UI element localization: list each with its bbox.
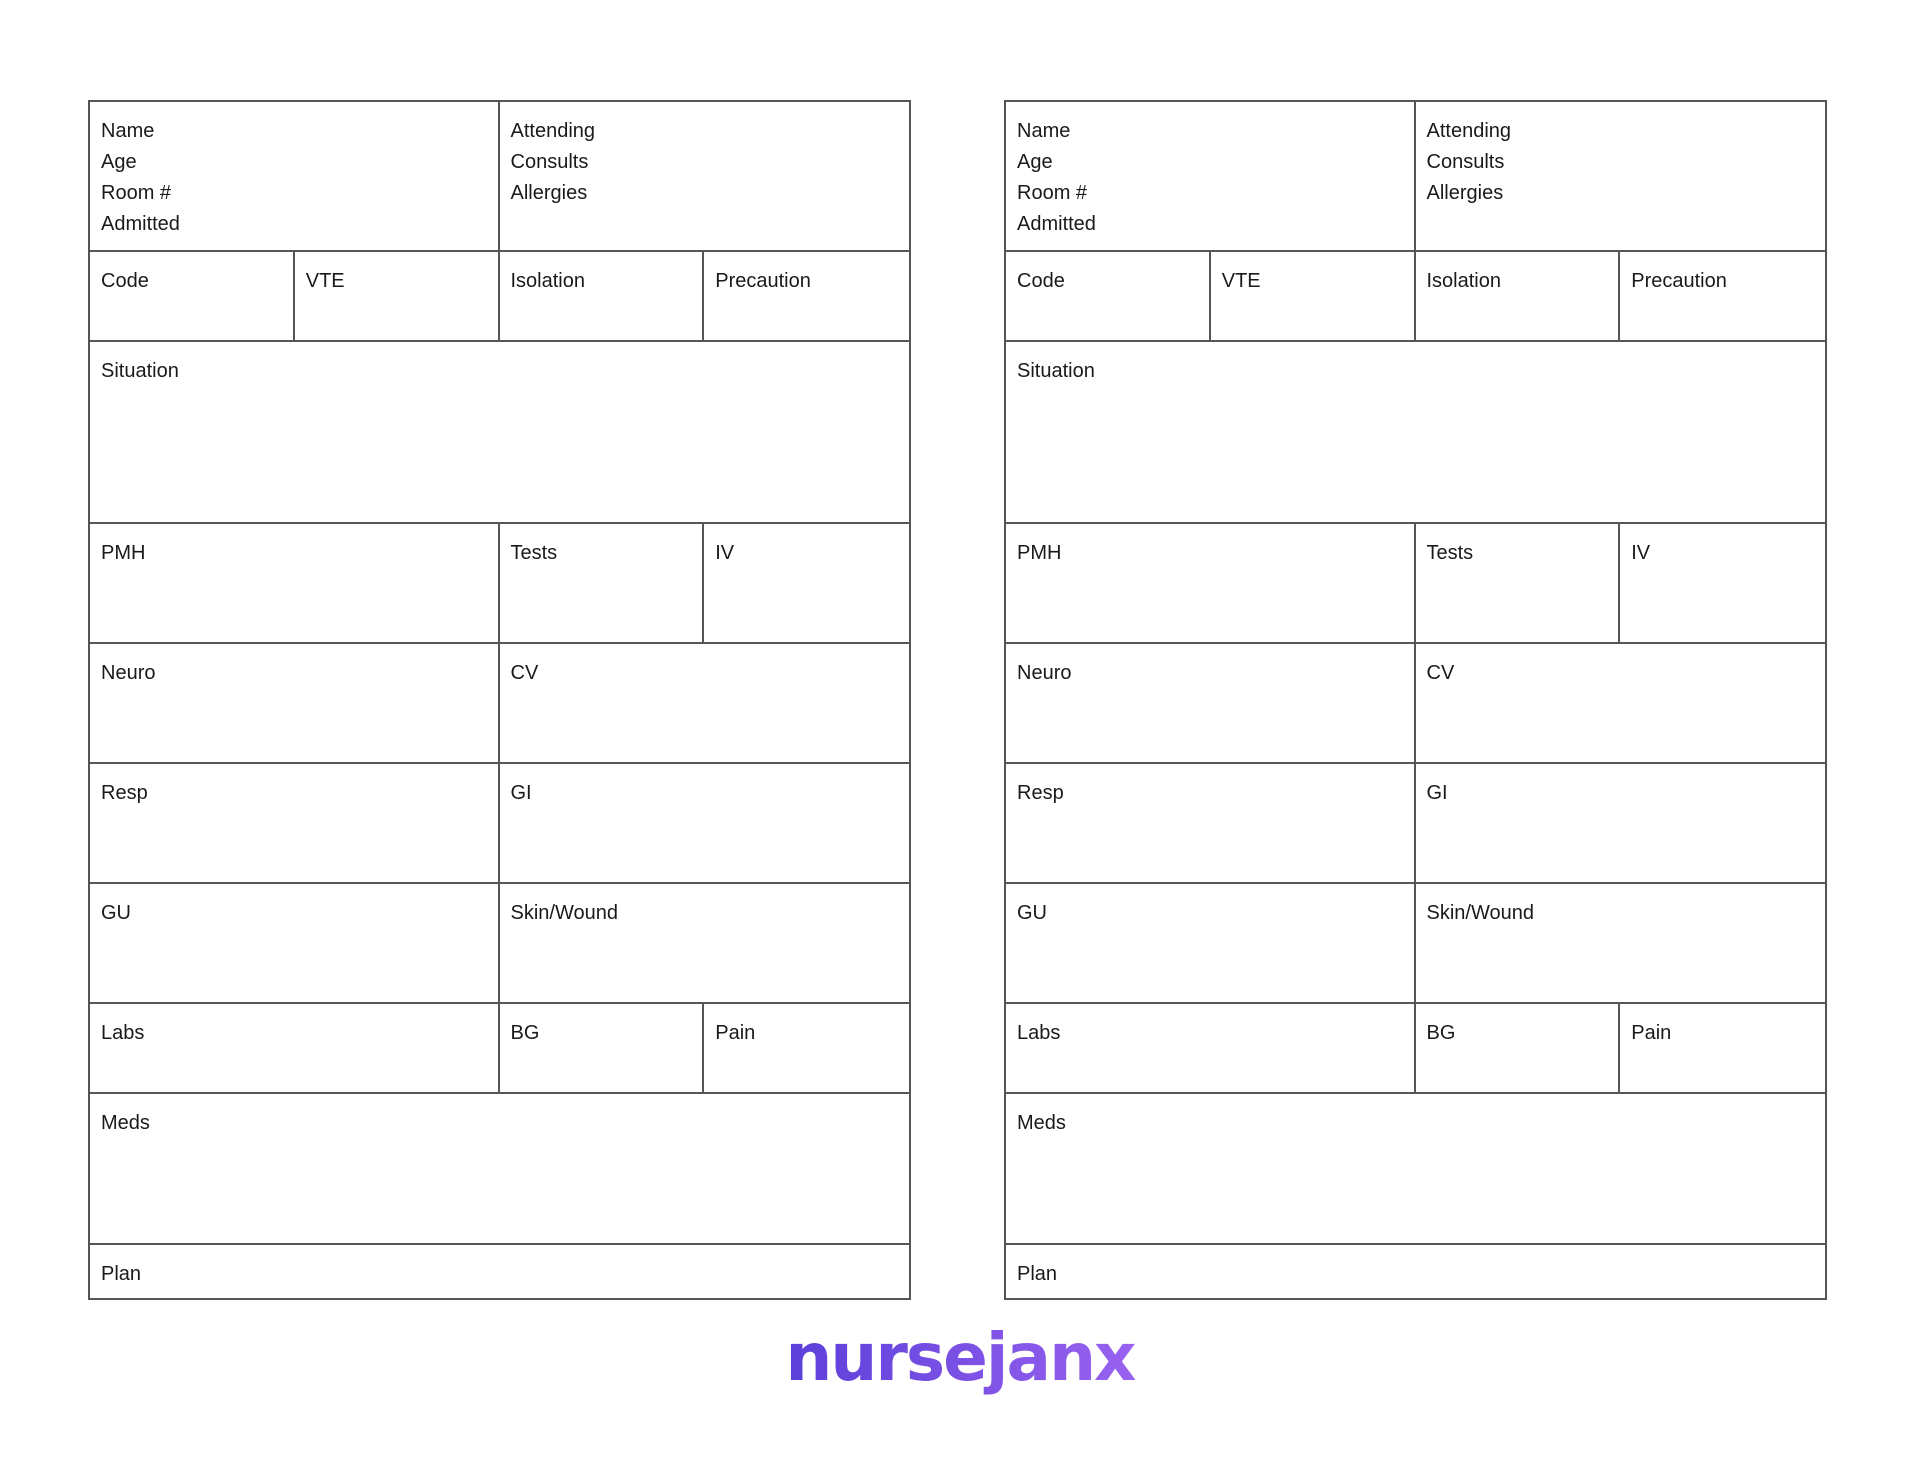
- pmh-label: PMH: [101, 542, 146, 564]
- neuro-cv-row: [90, 644, 909, 764]
- labs-label: Labs: [101, 1022, 145, 1044]
- bg-label: BG: [1426, 1022, 1456, 1044]
- resp-cell[interactable]: [90, 764, 500, 882]
- gu-skin-row: [90, 884, 909, 1004]
- resp-gi-row: [90, 764, 909, 884]
- isolation-label: Isolation: [1426, 270, 1501, 292]
- vte-cell[interactable]: [295, 252, 500, 340]
- tests-label: Tests: [510, 542, 558, 564]
- gu-cell[interactable]: [1006, 884, 1416, 1002]
- precaution-cell[interactable]: [704, 252, 909, 340]
- code-label: Code: [1017, 270, 1065, 292]
- consults-label: Consults: [510, 151, 589, 173]
- status-row: [1006, 252, 1825, 342]
- care-team-cell[interactable]: [500, 102, 910, 250]
- labs-cell[interactable]: [90, 1004, 500, 1092]
- pain-cell[interactable]: [1620, 1004, 1825, 1092]
- vte-label: VTE: [305, 270, 345, 292]
- pain-cell[interactable]: [704, 1004, 909, 1092]
- age-label: Age: [1017, 151, 1053, 173]
- plan-row: [1006, 1245, 1825, 1298]
- labs-row: [1006, 1004, 1825, 1094]
- situation-label: Situation: [1017, 360, 1095, 382]
- admitted-label: Admitted: [1017, 213, 1096, 235]
- code-cell[interactable]: [90, 252, 295, 340]
- age-label: Age: [101, 151, 137, 173]
- tests-cell[interactable]: [500, 524, 705, 642]
- code-cell[interactable]: [1006, 252, 1211, 340]
- room-label: Room #: [101, 182, 172, 204]
- skin-wound-cell[interactable]: [500, 884, 910, 1002]
- meds-row: [90, 1094, 909, 1245]
- gi-label: GI: [1426, 782, 1448, 804]
- meds-label: Meds: [1017, 1112, 1066, 1134]
- gu-label: GU: [101, 902, 131, 924]
- vte-cell[interactable]: [1211, 252, 1416, 340]
- pain-label: Pain: [1631, 1022, 1672, 1044]
- plan-cell[interactable]: [90, 1245, 909, 1298]
- plan-cell[interactable]: [1006, 1245, 1825, 1298]
- code-label: Code: [101, 270, 149, 292]
- isolation-cell[interactable]: [500, 252, 705, 340]
- isolation-label: Isolation: [510, 270, 585, 292]
- meds-label: Meds: [101, 1112, 150, 1134]
- precaution-label: Precaution: [715, 270, 811, 292]
- pmh-cell[interactable]: [90, 524, 500, 642]
- brand-logo-text: nursejanx: [785, 1319, 1135, 1396]
- brand-logo: [0, 1318, 1920, 1398]
- bg-cell[interactable]: [1416, 1004, 1621, 1092]
- meds-row: [1006, 1094, 1825, 1245]
- report-sheet-left: [88, 100, 911, 1300]
- pain-label: Pain: [715, 1022, 756, 1044]
- neuro-cell[interactable]: [1006, 644, 1416, 762]
- bg-label: BG: [510, 1022, 540, 1044]
- situation-label: Situation: [101, 360, 179, 382]
- resp-label: Resp: [1017, 782, 1064, 804]
- gu-cell[interactable]: [90, 884, 500, 1002]
- bg-cell[interactable]: [500, 1004, 705, 1092]
- plan-row: [90, 1245, 909, 1298]
- pmh-label: PMH: [1017, 542, 1062, 564]
- situation-cell[interactable]: [90, 342, 909, 522]
- neuro-label: Neuro: [1017, 662, 1072, 684]
- gu-label: GU: [1017, 902, 1047, 924]
- room-label: Room #: [1017, 182, 1088, 204]
- patient-info-row: [90, 102, 909, 252]
- history-row: [1006, 524, 1825, 644]
- tests-label: Tests: [1426, 542, 1474, 564]
- gu-skin-row: [1006, 884, 1825, 1004]
- cv-label: CV: [1426, 662, 1455, 684]
- cv-label: CV: [510, 662, 539, 684]
- pmh-cell[interactable]: [1006, 524, 1416, 642]
- cv-cell[interactable]: [500, 644, 910, 762]
- allergies-label: Allergies: [1426, 182, 1504, 204]
- plan-label: Plan: [101, 1263, 142, 1285]
- allergies-label: Allergies: [510, 182, 588, 204]
- meds-cell[interactable]: [1006, 1094, 1825, 1243]
- skin-wound-cell[interactable]: [1416, 884, 1826, 1002]
- resp-label: Resp: [101, 782, 148, 804]
- situation-row: [1006, 342, 1825, 524]
- meds-cell[interactable]: [90, 1094, 909, 1243]
- situation-cell[interactable]: [1006, 342, 1825, 522]
- labs-row: [90, 1004, 909, 1094]
- isolation-cell[interactable]: [1416, 252, 1621, 340]
- patient-identity-cell[interactable]: [1006, 102, 1416, 250]
- precaution-label: Precaution: [1631, 270, 1727, 292]
- attending-label: Attending: [1426, 120, 1512, 142]
- iv-label: IV: [1631, 542, 1651, 564]
- vte-label: VTE: [1221, 270, 1261, 292]
- gi-label: GI: [510, 782, 532, 804]
- admitted-label: Admitted: [101, 213, 180, 235]
- status-row: [90, 252, 909, 342]
- skin-wound-label: Skin/Wound: [1426, 902, 1534, 924]
- labs-label: Labs: [1017, 1022, 1061, 1044]
- situation-row: [90, 342, 909, 524]
- plan-label: Plan: [1017, 1263, 1058, 1285]
- attending-label: Attending: [510, 120, 596, 142]
- gi-cell[interactable]: [500, 764, 910, 882]
- history-row: [90, 524, 909, 644]
- precaution-cell[interactable]: [1620, 252, 1825, 340]
- neuro-cell[interactable]: [90, 644, 500, 762]
- labs-cell[interactable]: [1006, 1004, 1416, 1092]
- iv-cell[interactable]: [704, 524, 909, 642]
- skin-wound-label: Skin/Wound: [510, 902, 618, 924]
- iv-cell[interactable]: [1620, 524, 1825, 642]
- resp-gi-row: [1006, 764, 1825, 884]
- resp-cell[interactable]: [1006, 764, 1416, 882]
- care-team-cell[interactable]: [1416, 102, 1826, 250]
- tests-cell[interactable]: [1416, 524, 1621, 642]
- consults-label: Consults: [1426, 151, 1505, 173]
- patient-info-row: [1006, 102, 1825, 252]
- name-label: Name: [101, 120, 155, 142]
- neuro-label: Neuro: [101, 662, 156, 684]
- name-label: Name: [1017, 120, 1071, 142]
- report-sheet-right: [1004, 100, 1827, 1300]
- iv-label: IV: [715, 542, 735, 564]
- cv-cell[interactable]: [1416, 644, 1826, 762]
- patient-identity-cell[interactable]: [90, 102, 500, 250]
- gi-cell[interactable]: [1416, 764, 1826, 882]
- neuro-cv-row: [1006, 644, 1825, 764]
